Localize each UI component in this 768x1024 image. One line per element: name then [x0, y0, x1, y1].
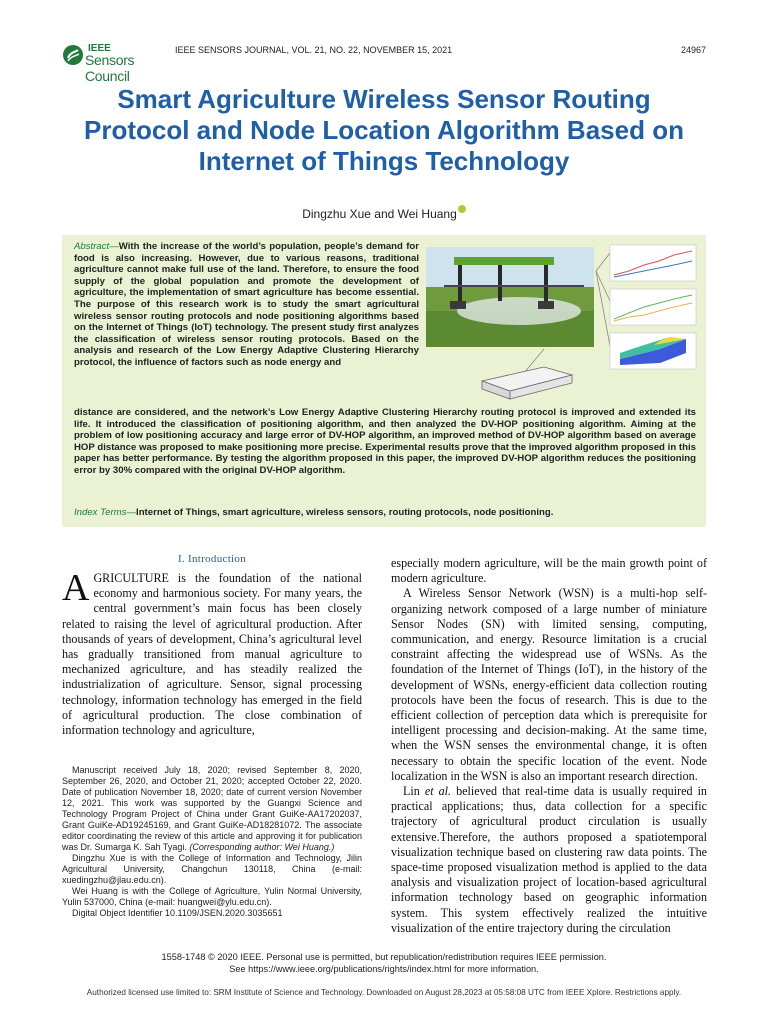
journal-citation: IEEE SENSORS JOURNAL, VOL. 21, NO. 22, NOVEMBER 15, 2021 — [175, 45, 453, 55]
abstract-text-part2: distance are considered, and the network’s Low Energy Adaptive Clustering Hierarchy routing protocol is improved and extended its life. It introduced the classification of positioning algorithm, and then analyzed the DV-HOP positioning algorithm. Aiming at the problem of low positioning accuracy and large error of DV-HOP algorithm, an improved method of DV-HOP algorithm based on average HOP distance was proposed to make positioning more precise. Experimental results prove that the improved algorithm proposed in this paper has better performance. By testing the algorithm proposed in this paper, the improved DV-HOP algorithm reduces the positioning error by 30% compared with the original DV-HOP algorithm. — [74, 407, 696, 476]
orcid-icon[interactable] — [458, 205, 466, 213]
paper-title: Smart Agriculture Wireless Sensor Routing Protocol and Node Location Algorithm Based on Internet of Things Technology — [84, 84, 684, 176]
right-para-0: especially modern agriculture, will be the main growth point of modern agriculture. — [391, 556, 707, 586]
abstract-body-part1: With the increase of the world’s population, people’s demand for food is also increasing. However, due to various reasons, traditional agriculture cannot make full use of the land. Therefore, to ensure the food supply of the global population and promote the development of agriculture, the implementation of smart agriculture has become essential. The purpose of this research work is to study the smart agricultural wireless sensor routing protocols and node positioning algorithms based on the Internet of Things (IoT) technology. The present study first analyzes the classification of wireless sensor routing protocols. Based on the analysis and research of the Low Energy Adaptive Clustering Hierarchy protocol, the influence of factors such as node energy and — [74, 241, 419, 368]
index-terms: Index Terms—Internet of Things, smart agriculture, wireless sensors, routing protocols, node positioning. — [74, 507, 554, 518]
footnote-affiliation-2: Wei Huang is with the College of Agriculture, Yulin Normal University, Yulin 537000, China (e-mail: huangwei@ylu.edu.cn). — [62, 886, 362, 907]
index-terms-label: Index Terms — [74, 507, 127, 518]
gateway-device — [482, 367, 572, 399]
logo-text-sensors-council: Sensors Council — [85, 52, 135, 84]
graphical-abstract-figure — [424, 241, 700, 403]
corresponding-author: (Corresponding author: Wei Huang.) — [189, 842, 335, 852]
abstract-text-part1: Abstract—With the increase of the world’s population, people’s demand for food is also increasing. However, due to various reasons, traditional agriculture cannot make full use of the land. Therefore, to ensure the food supply of the global population and promote the development of agriculture, the implementation of smart agriculture has become essential. The purpose of this research work is to study the smart agricultural wireless sensor routing protocols and node positioning algorithms based on the Internet of Things (IoT) technology. The present study first analyzes the classification of wireless sensor routing protocols. Based on the analysis and research of the Low Energy Adaptive Clustering Hierarchy protocol, the influence of factors such as node energy and — [74, 241, 419, 368]
right-para-1: A Wireless Sensor Network (WSN) is a multi-hop self-organizing network composed of a large number of miniature Sensor Nodes (SN) with limited sensing, computing, communication, and energy. Resource limitation is a crucial constraint affecting the widespread use of WSNs. As the foundation of the Internet of Things (IoT), in the history of the development of WSNs, energy-efficient data collection routing protocols have been the focus of research. This is due to the efficient collection of perception data which is prerequisite for intelligent processing and decision-making. At the same time, when the WSN senses the environmental change, it is often necessary to obtain the specific location of the event. Node localization in the WSN is also an important research direction. — [391, 586, 707, 783]
mini-chart-1 — [610, 245, 696, 281]
right-para-2: Lin et al. believed that real-time data is usually required in practical applications; thus, data collection for a specific trajectory of agricultural product circulation is usually extensive.Therefore, the authors proposed a spatiotemporal visualization technique based on clustering raw data points. The space-time proposed visualization method is applied to the data analysis and visualization project of location-based agricultural information technology based on geographic information system. This system effectively realized the intuitive visualization of the entire trajectory during the circulation — [391, 784, 707, 935]
introduction-paragraph — [62, 567, 362, 738]
footnote-affiliation-1: Dingzhu Xue is with the College of Information and Technology, Jilin Agricultural University, Changchun 130118, China (e-mail: xuedingzhu@jlau.edu.cn). — [62, 853, 362, 885]
author-names: Dingzhu Xue and Wei Huang — [302, 207, 457, 221]
abstract-box — [62, 235, 706, 527]
section-heading-introduction: I. Introduction — [177, 553, 247, 565]
right-column — [391, 556, 707, 936]
page-number: 24967 — [680, 45, 706, 55]
copyright-line-2[interactable]: See https://www.ieee.org/publications/rights/index.html for more information. — [229, 963, 539, 974]
et-al: et al. — [424, 784, 452, 799]
footnotes — [62, 765, 362, 919]
index-terms-list: Internet of Things, smart agriculture, wireless sensors, routing protocols, node positioning. — [136, 507, 554, 518]
footnote-received: Manuscript received July 18, 2020; revised September 8, 2020, September 26, 2020, and October 21, 2020; accepted October 22, 2020. Date of publication November 18, 2020; date of current version November 12, 2021. This work was supported by the Guangxi Science and Technology Program Project of China under Grant GuiKe-AA17202037, Grant GuiKe-AD19245169, and Grant GuiKe-AD18281072. The associate editor coordinating the review of this article and approving it for publication was Dr. Sumarga K. Sah Tyagi. (Corresponding author: Wei Huang.) — [62, 765, 362, 852]
authors — [62, 205, 706, 221]
drop-cap: A — [62, 567, 90, 609]
logo-text-ieee: IEEE — [88, 43, 111, 54]
abstract-label: Abstract — [74, 241, 110, 252]
intro-para-1: GRICULTURE is the foundation of the national economy and harmonious society. For many years, the central government’s main focus has been closely related to raising the level of agricultural production. After thousands of years of development, China’s agricultural level has gradually transitioned from manual agriculture to mechanized agriculture, and has steadily realized the industrialization of agriculture. Sensor, signal processing technology, information technology has emerged in the field of agricultural production. The close combination of information technology and agriculture, — [62, 571, 362, 738]
mini-surface-plot — [610, 333, 696, 369]
spray-mist — [457, 297, 581, 325]
copyright-notice — [62, 952, 706, 975]
sensors-council-icon — [62, 44, 84, 66]
mini-chart-2 — [610, 289, 696, 325]
footnote-doi[interactable]: Digital Object Identifier 10.1109/JSEN.2020.3035651 — [72, 908, 283, 918]
ieee-sensors-council-logo — [62, 42, 172, 84]
copyright-line-1: 1558-1748 © 2020 IEEE. Personal use is permitted, but republication/redistribution requires IEEE permission. — [161, 952, 607, 962]
license-notice: Authorized licensed use limited to: SRM Institute of Science and Technology. Downloaded on August 28,2023 at 05:58:08 UTC from IEEE Xplore. Restrictions apply. — [86, 988, 682, 997]
